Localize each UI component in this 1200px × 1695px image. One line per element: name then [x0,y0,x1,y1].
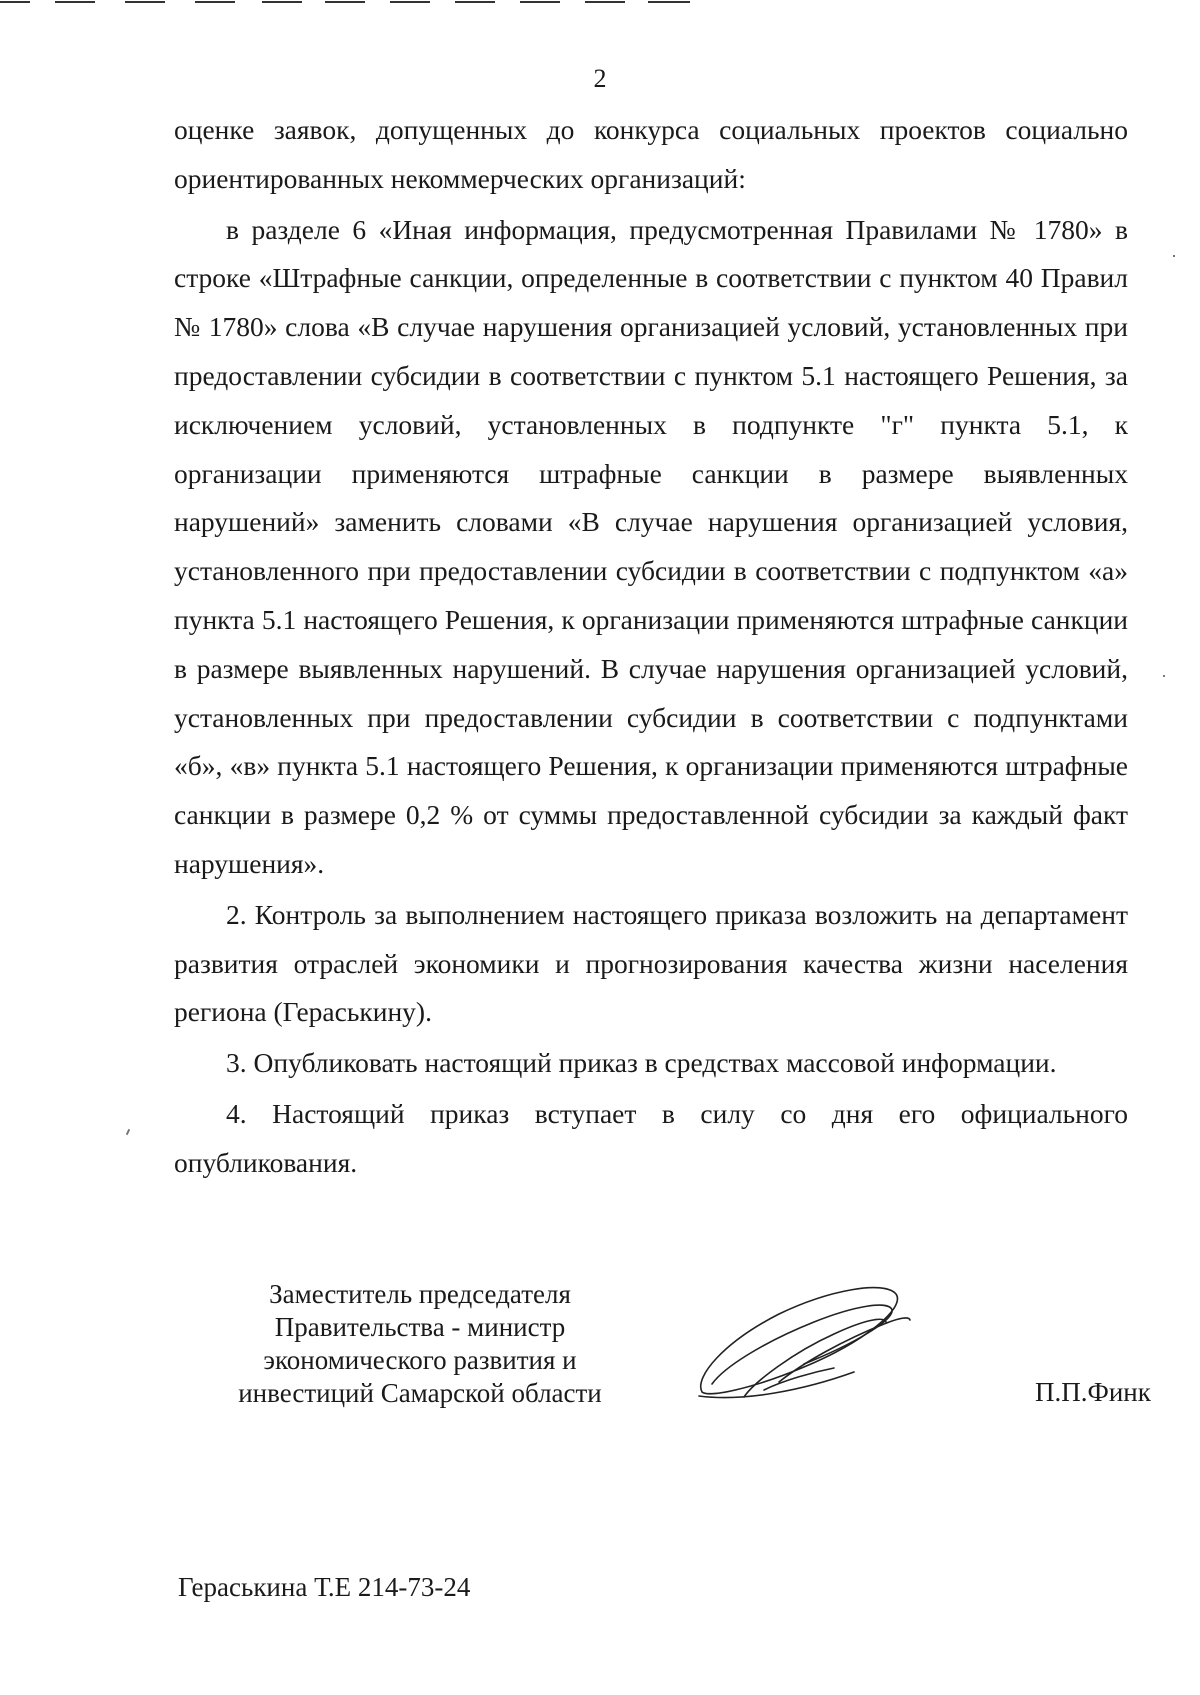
scan-speck [1163,675,1165,677]
document-body [174,106,1128,1188]
position-line: экономического развития и [263,1345,577,1375]
scan-edge-dashes [0,0,700,6]
paragraph-continuation: оценке заявок, допущенных до конкурса социальных проектов социально ориентированных некоммерческих организаций: [174,114,1128,194]
page-number: 2 [593,64,607,93]
paragraph-section-6-amendment: в разделе 6 «Иная информация, предусмотренная Правилами № 1780» в строке «Штрафные санкции, определенные в соответствии с пунктом 40 Правил № 1780» слова «В случае нарушения организацией условий, установленных при предоставлении субсидии в соответствии с пунктом 5.1 настоящего Решения, за исключением условий, установленных в подпункте "г" пункта 5.1, к организации применяются штрафные санкции в размере выявленных нарушений» заменить словами «В случае нарушения организацией условия, установленного при предоставлении субсидии в соответствии с подпунктом «а» пункта 5.1 настоящего Решения, к организации применяются штрафные санкции в размере выявленных нарушений. В случае нарушения организацией условий, установленных при предоставлении субсидии в соответствии с подпунктами «б», «в» пункта 5.1 настоящего Решения, к организации применяются штрафные санкции в размере 0,2 % от суммы предоставленной субсидии за каждый факт нарушения». [174,213,1128,879]
handwritten-signature [684,1272,914,1412]
scan-speck [1173,255,1175,257]
signatory-position [210,1278,630,1410]
signer-name: П.П.Финк [1035,1377,1151,1407]
paragraph-item-4: 4. Настоящий приказ вступает в силу со дня его официального опубликования. [174,1097,1128,1178]
position-line: Правительства - министр [274,1312,566,1342]
scan-speck [126,1129,130,1135]
executor-contact: Гераськина Т.Е 214-73-24 [178,1572,471,1602]
paragraph-item-3: 3. Опубликовать настоящий приказ в средствах массовой информации. [226,1047,1057,1079]
position-line: инвестиций Самарской области [238,1378,602,1408]
position-line: Заместитель председателя [269,1279,571,1309]
paragraph-item-2: 2. Контроль за выполнением настоящего приказа возложить на департамент развития отраслей экономики и прогнозирования качества жизни населения региона (Гераськину). [174,898,1128,1028]
